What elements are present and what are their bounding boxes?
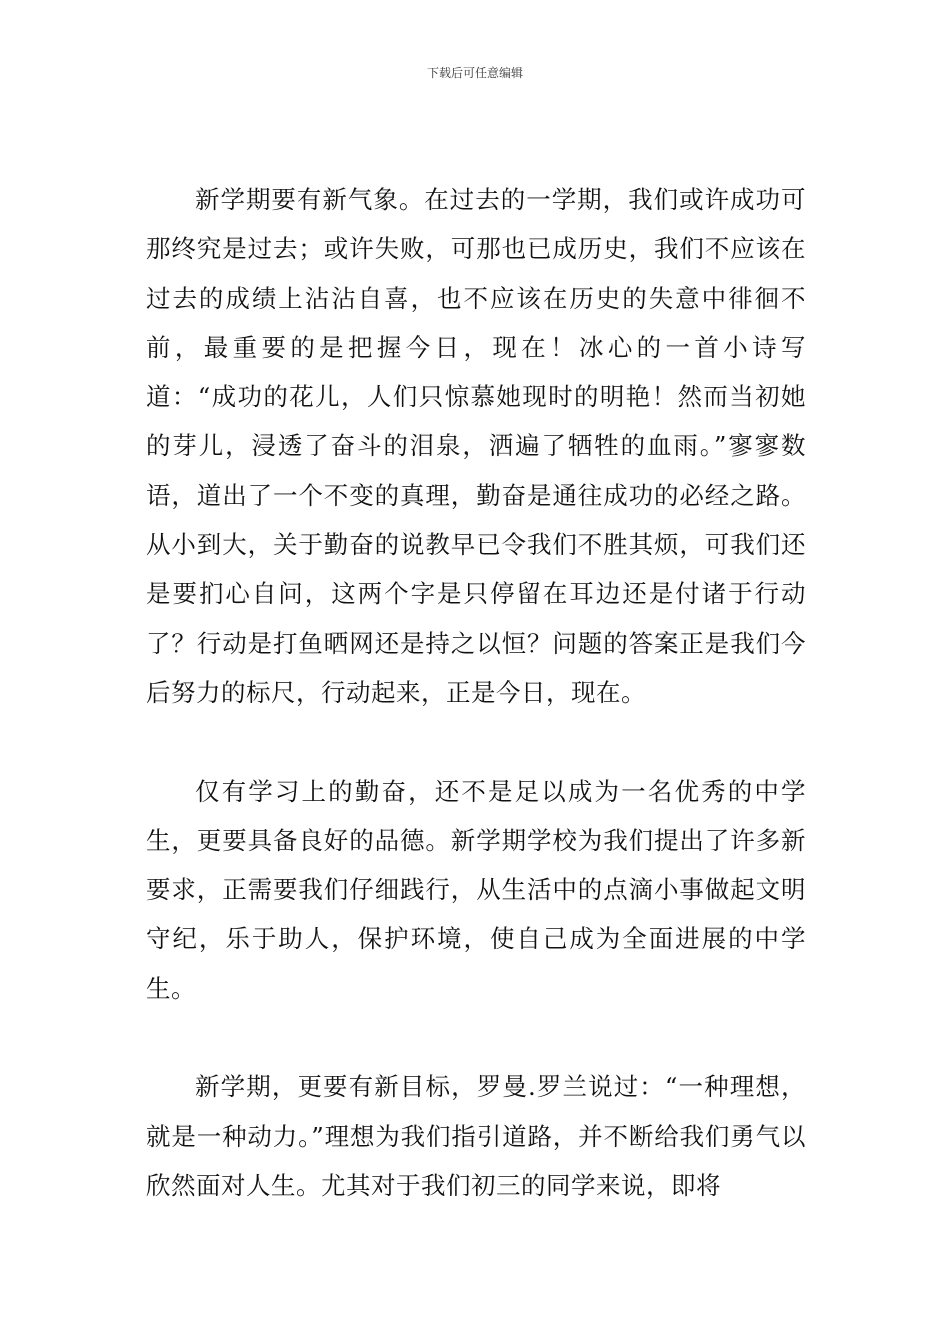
page-header-note: 下载后可任意编辑 bbox=[426, 66, 523, 80]
paragraph-2: 仅有学习上的勤奋，还不是足以成为一名优秀的中学生，更要具备良好的品德。新学期学校为我们提出了许多新要求，正需要我们仔细践行，从生活中的点滴小事做起文明守纪，乐于助人，保护环境，使自己成为全面进展的中学生。 bbox=[146, 776, 806, 1003]
paragraph-1: 新学期要有新气象。在过去的一学期，我们或许成功可那终究是过去；或许失败，可那也已成历史，我们不应该在过去的成绩上沾沾自喜，也不应该在历史的失意中徘徊不前，最重要的是把握今日，现在！冰心的一首小诗写道：“成功的花儿，人们只惊慕她现时的明艳！然而当初她的芽儿，浸透了奋斗的泪泉，洒遍了牺牲的血雨。”寥寥数语，道出了一个不变的真理，勤奋是通往成功的必经之路。从小到大，关于勤奋的说教早已令我们不胜其烦，可我们还是要扪心自问，这两个字是只停留在耳边还是付诸于行动了？行动是打鱼晒网还是持之以恒？问题的答案正是我们今后努力的标尺，行动起来，正是今日，现在。 bbox=[146, 185, 806, 707]
document-body bbox=[146, 175, 806, 1210]
paragraph-3: 新学期，更要有新目标，罗曼.罗兰说过：“一种理想，就是一种动力。”理想为我们指引道路，并不断给我们勇气以欣然面对人生。尤其对于我们初三的同学来说，即将 bbox=[146, 1072, 806, 1200]
